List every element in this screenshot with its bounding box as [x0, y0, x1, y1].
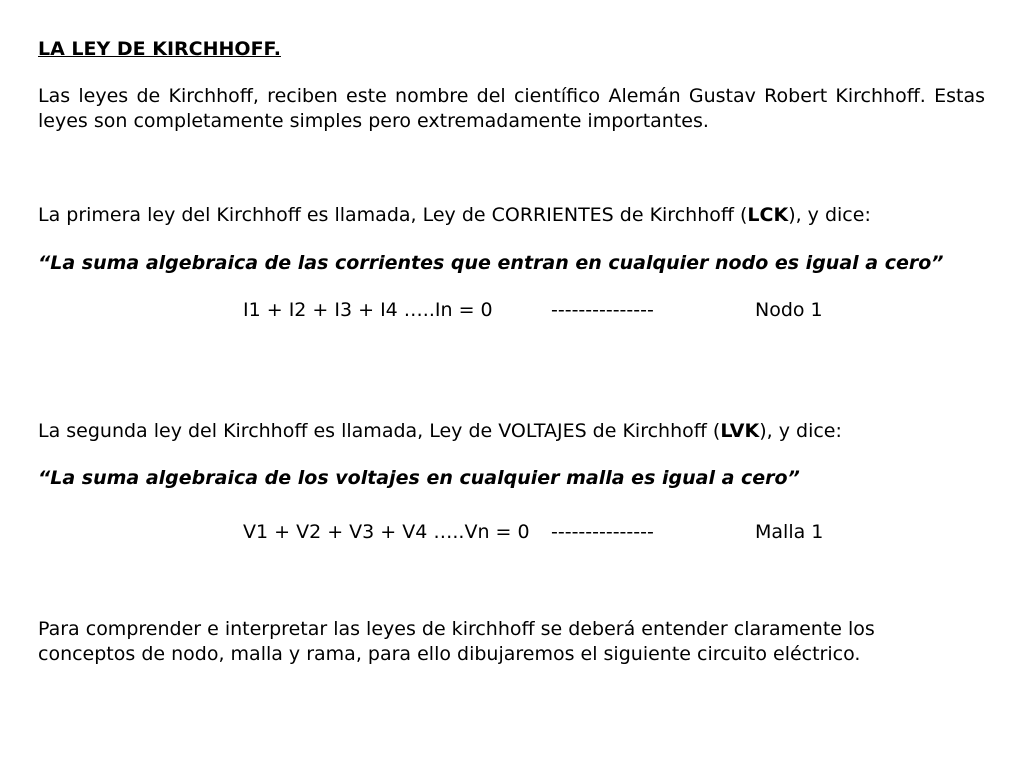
first-law-quote: “La suma algebraica de las corrientes que entran en cualquier nodo es igual a cero” — [38, 252, 944, 274]
second-law-abbr: LVK — [720, 420, 760, 442]
second-law-label: Malla 1 — [755, 521, 824, 543]
second-law-text-before: La segunda ley del Kirchhoff es llamada, Ley de VOLTAJES de Kirchhoff ( — [38, 420, 721, 442]
second-law-dashes: --------------- — [551, 521, 654, 543]
outro-paragraph: Para comprender e interpretar las leyes de kirchhoff se deberá entender claramente los conceptos de nodo, malla y rama, para ello dibujaremos el siguiente circuito eléctrico. — [38, 618, 875, 665]
first-law-label: Nodo 1 — [755, 299, 823, 321]
first-law-abbr: LCK — [747, 204, 789, 226]
second-law-formula: V1 + V2 + V3 + V4 …..Vn = 0 — [243, 521, 530, 543]
second-law-text-after: ), y dice: — [759, 420, 842, 442]
first-law-formula: I1 + I2 + I3 + I4 …..In = 0 — [243, 299, 493, 321]
intro-paragraph: Las leyes de Kirchhoff, reciben este nombre del científico Alemán Gustav Robert Kirchhoff. Estas leyes son completamente simples pero extremadamente importantes. — [38, 85, 985, 132]
document-title: LA LEY DE KIRCHHOFF. — [38, 38, 281, 60]
second-law-statement — [38, 419, 842, 444]
first-law-dashes: --------------- — [551, 299, 654, 321]
first-law-text-before: La primera ley del Kirchhoff es llamada, Ley de CORRIENTES de Kirchhoff ( — [38, 204, 748, 226]
first-law-text-after: ), y dice: — [788, 204, 871, 226]
first-law-statement — [38, 203, 871, 228]
second-law-quote: “La suma algebraica de los voltajes en cualquier malla es igual a cero” — [38, 467, 800, 489]
